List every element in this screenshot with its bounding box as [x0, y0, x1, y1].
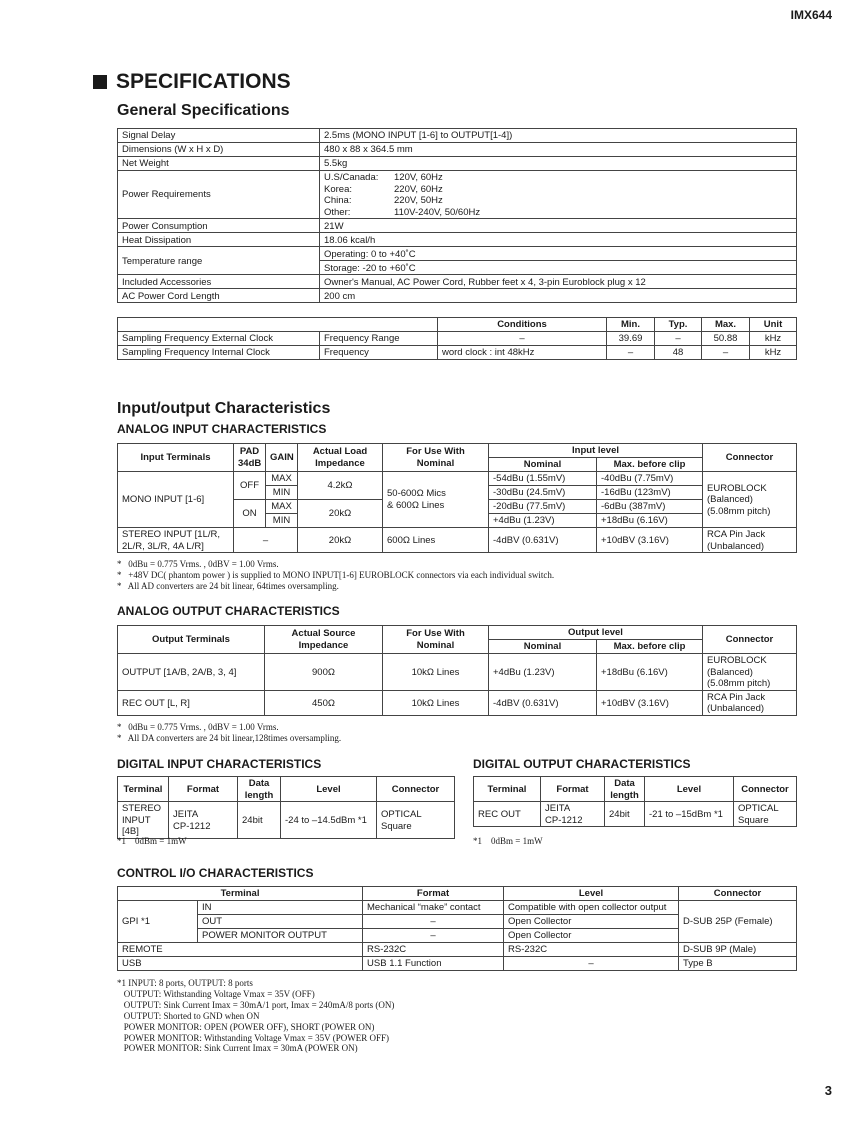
table-cell: OFF	[234, 472, 266, 500]
table-row	[118, 528, 797, 553]
table-cell: -21 to –15dBm *1	[645, 802, 734, 827]
table-cell: –	[702, 346, 750, 360]
table-row	[118, 626, 797, 640]
table-cell: OUTPUT [1A/B, 2A/B, 3, 4]	[118, 654, 265, 691]
table-cell: MONO INPUT [1-6]	[118, 472, 234, 528]
table-cell: Temperature range	[118, 247, 320, 275]
table-row	[474, 777, 797, 802]
table-cell: Compatible with open collector output	[504, 901, 679, 915]
table-cell: Terminal	[118, 777, 169, 802]
table-cell: 450Ω	[265, 690, 383, 715]
table-cell: +18dBu (6.16V)	[597, 654, 703, 691]
table-cell: 39.69	[607, 332, 655, 346]
table-cell: Storage: -20 to +60˚C	[320, 261, 797, 275]
table-cell: Sampling Frequency External Clock	[118, 332, 320, 346]
table-cell: Connector	[679, 887, 797, 901]
table-cell: For Use With Nominal	[383, 444, 489, 472]
table-cell: Signal Delay	[118, 129, 320, 143]
table-row	[118, 346, 797, 360]
table-row	[118, 332, 797, 346]
analog-output-heading: ANALOG OUTPUT CHARACTERISTICS	[117, 604, 340, 618]
table-cell: RS-232C	[504, 943, 679, 957]
table-cell: Input Terminals	[118, 444, 234, 472]
table-cell: Min.	[607, 318, 655, 332]
table-cell: Power Consumption	[118, 219, 320, 233]
control-io-heading: CONTROL I/O CHARACTERISTICS	[117, 866, 314, 880]
table-cell: Connector	[734, 777, 797, 802]
table-cell: +10dBV (3.16V)	[597, 528, 703, 553]
table-cell: Included Accessories	[118, 275, 320, 289]
table-cell: STEREO INPUT [4B]	[118, 802, 169, 839]
table-cell: 20kΩ	[298, 500, 383, 528]
analog-output-notes: * 0dBu = 0.775 Vrms. , 0dBV = 1.00 Vrms. * All DA converters are 24 bit linear,128times oversampling.	[117, 722, 342, 743]
digital-output-table	[473, 776, 797, 827]
table-cell: Output Terminals	[118, 626, 265, 654]
table-cell: 480 x 88 x 364.5 mm	[320, 143, 797, 157]
table-cell: -40dBu (7.75mV)	[597, 472, 703, 486]
table-cell: kHz	[750, 332, 797, 346]
table-cell: -16dBu (123mV)	[597, 486, 703, 500]
control-io-notes: *1 INPUT: 8 ports, OUTPUT: 8 ports OUTPUT: Withstanding Voltage Vmax = 35V (OFF) OUTPUT: Sink Current Imax = 30mA/1 port, Imax = 240mA/8 ports (ON) OUTPUT: Shorted to GND when ON POWER MONITOR: OPEN (POWER OFF), SHORT (POWER ON) POWER MONITOR: Withstanding Voltage Vmax = 35V (POWER OFF) POWER MONITOR: Sink Current Imax = 30mA (POWER ON)	[117, 978, 395, 1054]
table-cell: word clock : int 48kHz	[438, 346, 607, 360]
table-cell: -6dBu (387mV)	[597, 500, 703, 514]
table-cell: Output level	[489, 626, 703, 640]
table-cell: RS-232C	[363, 943, 504, 957]
table-cell: Unit	[750, 318, 797, 332]
table-cell: Type B	[679, 957, 797, 971]
table-cell: Connector	[703, 626, 797, 654]
table-cell: Open Collector	[504, 915, 679, 929]
table-cell: STEREO INPUT [1L/R, 2L/R, 3L/R, 4A L/R]	[118, 528, 234, 553]
table-cell: REC OUT	[474, 802, 541, 827]
table-cell: Heat Dissipation	[118, 233, 320, 247]
table-cell: Nominal	[489, 458, 597, 472]
io-heading: Input/output Characteristics	[117, 400, 331, 417]
title-text: SPECIFICATIONS	[116, 70, 291, 93]
general-specs-heading: General Specifications	[117, 102, 290, 119]
table-cell: Conditions	[438, 318, 607, 332]
table-cell: OUT	[198, 915, 363, 929]
table-cell: D-SUB 9P (Male)	[679, 943, 797, 957]
sampling-frequency-table	[117, 317, 797, 360]
table-cell: Level	[504, 887, 679, 901]
table-cell: 200 cm	[320, 289, 797, 303]
table-row	[118, 901, 797, 915]
digital-input-notes: *1 0dBm = 1mW	[117, 836, 187, 846]
table-row	[118, 444, 797, 458]
table-cell	[118, 318, 438, 332]
table-row	[118, 943, 797, 957]
table-cell: Sampling Frequency Internal Clock	[118, 346, 320, 360]
table-cell: -54dBu (1.55mV)	[489, 472, 597, 486]
table-cell: Terminal	[474, 777, 541, 802]
table-cell: 48	[655, 346, 702, 360]
table-cell: Max.	[702, 318, 750, 332]
table-cell: 21W	[320, 219, 797, 233]
table-cell: –	[363, 929, 504, 943]
table-cell: REC OUT [L, R]	[118, 690, 265, 715]
table-row	[118, 472, 797, 486]
table-cell: For Use With Nominal	[383, 626, 489, 654]
table-row	[118, 247, 797, 261]
table-cell: –	[655, 332, 702, 346]
table-cell: kHz	[750, 346, 797, 360]
table-cell: MAX	[266, 500, 298, 514]
table-cell: Net Weight	[118, 157, 320, 171]
table-cell: 50.88	[702, 332, 750, 346]
table-cell: -24 to –14.5dBm *1	[281, 802, 377, 839]
square-bullet-icon	[93, 75, 107, 89]
table-cell: Typ.	[655, 318, 702, 332]
table-row	[118, 275, 797, 289]
table-row	[118, 957, 797, 971]
table-cell: Max. before clip	[597, 458, 703, 472]
table-cell: +18dBu (6.16V)	[597, 514, 703, 528]
table-cell: Level	[281, 777, 377, 802]
table-cell: AC Power Cord Length	[118, 289, 320, 303]
table-row	[118, 289, 797, 303]
region-label: Other:	[324, 206, 351, 218]
table-cell: 10kΩ Lines	[383, 690, 489, 715]
table-cell: Terminal	[118, 887, 363, 901]
table-cell: REMOTE	[118, 943, 363, 957]
table-cell: Max. before clip	[597, 640, 703, 654]
table-cell: JEITA CP-1212	[169, 802, 238, 839]
table-row	[118, 887, 797, 901]
table-cell: EUROBLOCK (Balanced) (5.08mm pitch)	[703, 472, 797, 528]
table-cell: 10kΩ Lines	[383, 654, 489, 691]
table-cell: +10dBV (3.16V)	[597, 690, 703, 715]
table-cell: Actual Load Impedance	[298, 444, 383, 472]
table-cell: -4dBV (0.631V)	[489, 528, 597, 553]
analog-input-heading: ANALOG INPUT CHARACTERISTICS	[117, 422, 327, 436]
table-cell: Format	[541, 777, 605, 802]
table-cell: 50-600Ω Mics & 600Ω Lines	[383, 472, 489, 528]
table-row	[118, 157, 797, 171]
table-cell: GPI *1	[118, 901, 198, 943]
table-cell: –	[504, 957, 679, 971]
table-cell: 4.2kΩ	[298, 472, 383, 500]
page-number: 3	[824, 1083, 832, 1098]
table-cell: Data length	[238, 777, 281, 802]
table-cell: PAD 34dB	[234, 444, 266, 472]
table-cell: -30dBu (24.5mV)	[489, 486, 597, 500]
table-cell: Actual Source Impedance	[265, 626, 383, 654]
region-voltage: 220V, 50Hz	[394, 195, 443, 207]
table-cell: JEITA CP-1212	[541, 802, 605, 827]
table-cell: 2.5ms (MONO INPUT [1-6] to OUTPUT[1-4])	[320, 129, 797, 143]
table-cell: EUROBLOCK (Balanced) (5.08mm pitch)	[703, 654, 797, 691]
analog-input-notes: * 0dBu = 0.775 Vrms. , 0dBV = 1.00 Vrms. * +48V DC( phantom power ) is supplied to MONO INPUT[1-6] EUROBLOCK connectors via each individual switch. * All AD converters are 24 bit linear, 64times oversampling.	[117, 559, 555, 591]
table-cell: Format	[169, 777, 238, 802]
analog-input-table	[117, 443, 797, 553]
table-cell: Data length	[605, 777, 645, 802]
table-row	[118, 654, 797, 691]
region-voltage: 120V, 60Hz	[394, 172, 443, 183]
analog-output-table	[117, 625, 797, 716]
table-cell: 900Ω	[265, 654, 383, 691]
table-cell: Operating: 0 to +40˚C	[320, 247, 797, 261]
power-requirements-list	[324, 172, 792, 218]
table-row	[118, 690, 797, 715]
table-cell: -20dBu (77.5mV)	[489, 500, 597, 514]
table-cell: 24bit	[238, 802, 281, 839]
table-cell: IN	[198, 901, 363, 915]
table-cell: Power Requirements	[118, 171, 320, 219]
region-voltage: 110V-240V, 50/60Hz	[394, 206, 481, 218]
region-label: China:	[324, 195, 352, 207]
table-cell: OPTICAL Square	[734, 802, 797, 827]
table-cell: –	[234, 528, 298, 553]
table-cell: POWER MONITOR OUTPUT	[198, 929, 363, 943]
table-cell: ON	[234, 500, 266, 528]
table-cell: 5.5kg	[320, 157, 797, 171]
table-cell: Mechanical “make” contact	[363, 901, 504, 915]
table-cell: USB 1.1 Function	[363, 957, 504, 971]
control-io-table	[117, 886, 797, 971]
table-cell: RCA Pin Jack (Unbalanced)	[703, 528, 797, 553]
table-cell: +4dBu (1.23V)	[489, 654, 597, 691]
table-cell: –	[438, 332, 607, 346]
table-cell: Open Collector	[504, 929, 679, 943]
table-row	[118, 171, 797, 219]
table-cell: Owner's Manual, AC Power Cord, Rubber feet x 4, 3-pin Euroblock plug x 12	[320, 275, 797, 289]
model-name: IMX644	[790, 8, 832, 22]
table-cell: Frequency	[320, 346, 438, 360]
table-cell: USB	[118, 957, 363, 971]
table-cell: Format	[363, 887, 504, 901]
table-row	[118, 143, 797, 157]
table-cell	[320, 171, 797, 219]
table-cell: RCA Pin Jack (Unbalanced)	[703, 690, 797, 715]
table-cell: Frequency Range	[320, 332, 438, 346]
table-cell: 24bit	[605, 802, 645, 827]
region-voltage: 220V, 60Hz	[394, 183, 443, 195]
digital-input-table	[117, 776, 455, 839]
table-cell: 600Ω Lines	[383, 528, 489, 553]
table-cell: Level	[645, 777, 734, 802]
table-row	[118, 219, 797, 233]
table-cell: 20kΩ	[298, 528, 383, 553]
table-cell: –	[363, 915, 504, 929]
table-row	[118, 233, 797, 247]
table-row	[118, 777, 455, 802]
digital-output-notes: *1 0dBm = 1mW	[473, 836, 543, 846]
table-cell: Connector	[703, 444, 797, 472]
table-row	[118, 129, 797, 143]
table-cell: OPTICAL Square	[377, 802, 455, 839]
table-cell: 18.06 kcal/h	[320, 233, 797, 247]
table-row	[118, 802, 455, 839]
table-cell: Input level	[489, 444, 703, 458]
table-cell: D-SUB 25P (Female)	[679, 901, 797, 943]
table-cell: –	[607, 346, 655, 360]
table-cell: Dimensions (W x H x D)	[118, 143, 320, 157]
region-label: Korea:	[324, 183, 352, 195]
table-row	[118, 318, 797, 332]
digital-output-heading: DIGITAL OUTPUT CHARACTERISTICS	[473, 757, 691, 771]
table-cell: +4dBu (1.23V)	[489, 514, 597, 528]
table-cell: MIN	[266, 486, 298, 500]
table-cell: Nominal	[489, 640, 597, 654]
table-cell: GAIN	[266, 444, 298, 472]
table-cell: MIN	[266, 514, 298, 528]
general-specs-table	[117, 128, 797, 303]
table-cell: Connector	[377, 777, 455, 802]
table-cell: -4dBV (0.631V)	[489, 690, 597, 715]
page-title	[93, 70, 291, 94]
table-row	[474, 802, 797, 827]
digital-input-heading: DIGITAL INPUT CHARACTERISTICS	[117, 757, 322, 771]
table-cell: MAX	[266, 472, 298, 486]
region-label: U.S/Canada:	[324, 172, 379, 183]
